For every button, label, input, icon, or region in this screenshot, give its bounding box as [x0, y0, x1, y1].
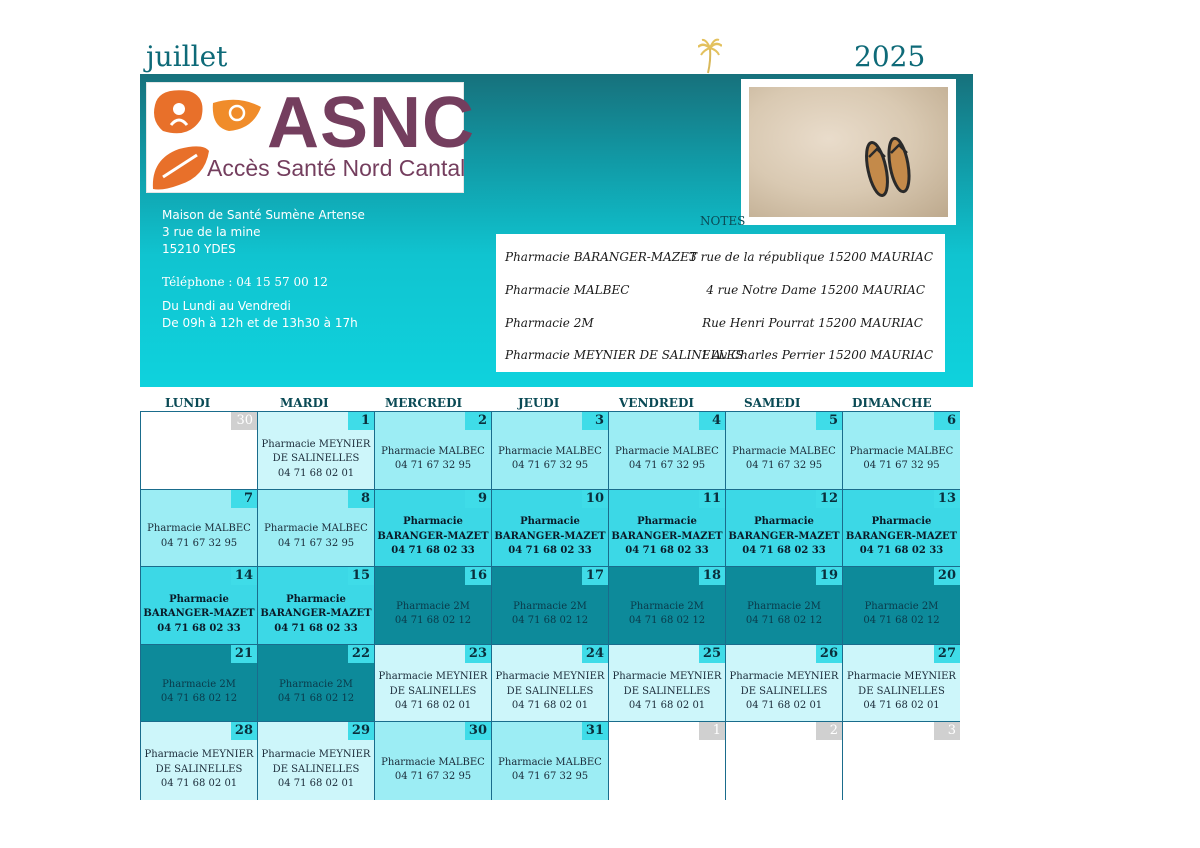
duty-pharmacy	[258, 508, 374, 567]
calendar-day-cell	[375, 567, 492, 645]
flip-flops-icon	[749, 87, 948, 217]
duty-pharmacy-line: DE SALINELLES	[740, 685, 828, 697]
day-number: 30	[231, 412, 257, 430]
day-number: 14	[231, 567, 257, 585]
note-pharmacy-address: 1 Av Charles Perrier 15200 MAURIAC	[700, 348, 933, 362]
duty-pharmacy	[609, 663, 725, 722]
day-number: 1	[699, 722, 725, 740]
duty-pharmacy-line: 04 71 68 02 33	[391, 545, 475, 557]
day-number: 22	[348, 645, 374, 663]
duty-pharmacy-line: Pharmacie	[871, 516, 932, 528]
calendar-day-cell	[258, 412, 375, 490]
asnc-logo	[146, 82, 476, 193]
duty-pharmacy-line: Pharmacie MEYNIER	[495, 671, 605, 683]
day-number: 24	[582, 645, 608, 663]
duty-pharmacy-line: Pharmacie	[520, 516, 580, 528]
day-number: 13	[934, 490, 960, 508]
duty-pharmacy-line: 04 71 68 02 01	[745, 700, 823, 712]
duty-pharmacy-line: BARANGER-MAZET	[377, 530, 489, 542]
duty-pharmacy-line: 04 71 68 02 12	[628, 615, 706, 627]
duty-pharmacy-line: BARANGER-MAZET	[728, 530, 840, 542]
duty-pharmacy-line: BARANGER-MAZET	[143, 608, 255, 620]
duty-pharmacy-line: 04 71 68 02 01	[160, 778, 238, 790]
calendar-day-cell	[843, 722, 960, 800]
day-number: 1	[348, 412, 374, 430]
duty-pharmacy-line: 04 71 68 02 01	[511, 700, 589, 712]
day-number: 30	[465, 722, 491, 740]
duty-pharmacy-line: Pharmacie	[754, 516, 814, 528]
calendar-day-cell	[609, 412, 726, 490]
duty-pharmacy-line: Pharmacie MEYNIER	[378, 671, 488, 683]
duty-pharmacy-line: 04 71 67 32 95	[511, 460, 589, 472]
calendar-day-cell	[492, 645, 609, 723]
duty-pharmacy-line: Pharmacie MALBEC	[264, 523, 368, 535]
beach-photo	[741, 79, 956, 225]
calendar-day-cell	[375, 412, 492, 490]
calendar-day-cell	[492, 722, 609, 800]
calendar-day-cell	[492, 490, 609, 568]
duty-pharmacy	[258, 740, 374, 800]
duty-pharmacy-line: 04 71 68 02 01	[628, 700, 706, 712]
duty-pharmacy-line: 04 71 68 02 33	[859, 545, 944, 557]
duty-pharmacy-line: Pharmacie MALBEC	[381, 445, 485, 457]
duty-pharmacy	[258, 430, 374, 489]
duty-pharmacy-line: Pharmacie MALBEC	[498, 445, 602, 457]
calendar-day-cell	[843, 645, 960, 723]
calendar-day-cell	[258, 645, 375, 723]
duty-pharmacy-line: 04 71 67 32 95	[628, 460, 706, 472]
duty-pharmacy	[726, 508, 842, 567]
duty-pharmacy-line: 04 71 68 02 12	[277, 693, 355, 705]
calendar-grid	[140, 411, 960, 800]
day-number: 8	[348, 490, 374, 508]
duty-pharmacy	[141, 663, 257, 722]
duty-pharmacy	[726, 585, 842, 644]
weekday-header: DIMANCHE	[852, 396, 932, 410]
duty-pharmacy-line: 04 71 67 32 95	[745, 460, 823, 472]
calendar-day-cell	[726, 567, 843, 645]
duty-pharmacy	[492, 740, 608, 800]
duty-pharmacy-line: 04 71 68 02 12	[863, 615, 940, 627]
calendar-day-cell	[843, 567, 960, 645]
duty-pharmacy	[375, 585, 491, 644]
calendar-day-cell	[375, 645, 492, 723]
duty-pharmacy-line: 04 71 67 32 95	[511, 771, 589, 783]
day-number: 28	[231, 722, 257, 740]
duty-pharmacy-line: BARANGER-MAZET	[611, 530, 723, 542]
day-number: 3	[582, 412, 608, 430]
duty-pharmacy-line: Pharmacie MALBEC	[147, 523, 251, 535]
duty-pharmacy	[141, 508, 257, 567]
duty-pharmacy	[843, 663, 960, 722]
duty-pharmacy-line: 04 71 68 02 33	[157, 622, 241, 634]
day-number: 6	[934, 412, 960, 430]
duty-pharmacy	[258, 585, 374, 644]
day-number: 31	[582, 722, 608, 740]
calendar-day-cell	[258, 490, 375, 568]
year-title: 2025	[854, 40, 926, 73]
note-pharmacy-name: Pharmacie 2M	[505, 316, 594, 330]
day-number: 18	[699, 567, 725, 585]
weekday-header: JEUDI	[518, 396, 560, 410]
duty-pharmacy-line: Pharmacie 2M	[747, 600, 821, 612]
day-number: 5	[816, 412, 842, 430]
notes-box	[496, 234, 945, 372]
calendar-day-cell	[843, 490, 960, 568]
hours-line-1: Du Lundi au Vendredi	[162, 299, 291, 313]
calendar-day-cell	[141, 490, 258, 568]
duty-pharmacy-line: Pharmacie MEYNIER	[144, 749, 254, 761]
calendar-day-cell	[726, 722, 843, 800]
duty-pharmacy	[492, 508, 608, 567]
note-item	[505, 250, 933, 264]
duty-pharmacy-line: Pharmacie MEYNIER	[612, 671, 722, 683]
phone-line: Téléphone : 04 15 57 00 12	[162, 275, 328, 289]
duty-pharmacy	[492, 430, 608, 489]
note-item	[505, 348, 933, 362]
notes-title: NOTES	[700, 214, 746, 228]
duty-pharmacy	[375, 740, 491, 800]
duty-pharmacy-line: 04 71 67 32 95	[863, 460, 940, 472]
day-number: 25	[699, 645, 725, 663]
duty-pharmacy-line: 04 71 68 02 33	[508, 545, 592, 557]
day-number: 23	[465, 645, 491, 663]
duty-pharmacy-line: 04 71 68 02 01	[394, 700, 472, 712]
duty-pharmacy-line: Pharmacie MALBEC	[732, 445, 836, 457]
duty-pharmacy	[726, 740, 842, 800]
duty-pharmacy	[492, 585, 608, 644]
calendar-day-cell	[609, 722, 726, 800]
duty-pharmacy-line: 04 71 68 02 33	[274, 622, 358, 634]
duty-pharmacy-line: 04 71 68 02 33	[742, 545, 826, 557]
duty-pharmacy-line: 04 71 68 02 12	[160, 693, 238, 705]
duty-pharmacy-line: BARANGER-MAZET	[494, 530, 606, 542]
weekday-header: SAMEDI	[744, 396, 801, 410]
day-number: 27	[934, 645, 960, 663]
duty-pharmacy-line: 04 71 68 02 12	[394, 615, 472, 627]
duty-pharmacy-line: Pharmacie	[286, 593, 346, 605]
day-number: 10	[582, 490, 608, 508]
duty-pharmacy	[258, 663, 374, 722]
duty-pharmacy	[726, 663, 842, 722]
day-number: 19	[816, 567, 842, 585]
day-number: 11	[699, 490, 725, 508]
duty-pharmacy-line: Pharmacie 2M	[630, 600, 704, 612]
duty-pharmacy-line: Pharmacie	[637, 516, 697, 528]
calendar-day-cell	[726, 645, 843, 723]
weekday-header: MARDI	[280, 396, 329, 410]
calendar-day-cell	[141, 412, 258, 490]
calendar-day-cell	[609, 567, 726, 645]
duty-pharmacy-line: Pharmacie 2M	[513, 600, 587, 612]
duty-pharmacy-line: BARANGER-MAZET	[260, 608, 372, 620]
duty-pharmacy	[609, 585, 725, 644]
day-number: 7	[231, 490, 257, 508]
duty-pharmacy-line: Pharmacie MEYNIER	[729, 671, 839, 683]
duty-pharmacy-line: Pharmacie MEYNIER	[847, 671, 956, 683]
day-number: 17	[582, 567, 608, 585]
duty-pharmacy	[141, 585, 257, 644]
address-line-2: 3 rue de la mine	[162, 225, 261, 239]
day-number: 15	[348, 567, 374, 585]
duty-pharmacy-line: 04 71 68 02 33	[625, 545, 709, 557]
duty-pharmacy-line: 04 71 67 32 95	[160, 537, 238, 549]
day-number: 9	[465, 490, 491, 508]
duty-pharmacy	[726, 430, 842, 489]
duty-pharmacy	[843, 740, 960, 800]
duty-pharmacy-line: DE SALINELLES	[389, 685, 477, 697]
duty-pharmacy-line: 04 71 68 02 12	[511, 615, 589, 627]
address-line-3: 15210 YDES	[162, 242, 236, 256]
logo-subtitle: Accès Santé Nord Cantal	[207, 155, 466, 181]
calendar-day-cell	[141, 645, 258, 723]
calendar-day-cell	[258, 567, 375, 645]
duty-pharmacy-line: Pharmacie MEYNIER	[261, 749, 371, 761]
duty-pharmacy-line: Pharmacie 2M	[396, 600, 470, 612]
day-number: 16	[465, 567, 491, 585]
note-pharmacy-name: Pharmacie MEYNIER DE SALINELLES	[505, 348, 744, 362]
duty-pharmacy-line: Pharmacie 2M	[162, 678, 236, 690]
duty-pharmacy-line: DE SALINELLES	[506, 685, 594, 697]
duty-pharmacy-line: BARANGER-MAZET	[845, 530, 958, 542]
duty-pharmacy	[375, 430, 491, 489]
calendar-day-cell	[492, 412, 609, 490]
note-pharmacy-name: Pharmacie BARANGER-MAZET	[505, 250, 697, 264]
duty-pharmacy	[492, 663, 608, 722]
duty-pharmacy-line: 04 71 67 32 95	[277, 537, 355, 549]
duty-pharmacy	[375, 663, 491, 722]
note-pharmacy-address: 3 rue de la république 15200 MAURIAC	[689, 250, 933, 264]
duty-pharmacy-line: 04 71 67 32 95	[394, 460, 472, 472]
day-number: 3	[934, 722, 960, 740]
duty-pharmacy	[843, 508, 960, 567]
month-title: juillet	[146, 40, 228, 73]
calendar-day-cell	[492, 567, 609, 645]
duty-pharmacy-line: Pharmacie MALBEC	[849, 445, 954, 457]
duty-pharmacy-line: DE SALINELLES	[155, 763, 243, 775]
duty-pharmacy-line: DE SALINELLES	[272, 453, 360, 465]
duty-pharmacy	[843, 585, 960, 644]
duty-pharmacy-line: Pharmacie MALBEC	[381, 756, 485, 768]
day-number: 21	[231, 645, 257, 663]
calendar-day-cell	[258, 722, 375, 800]
duty-pharmacy-line: DE SALINELLES	[272, 763, 360, 775]
note-pharmacy-name: Pharmacie MALBEC	[505, 283, 630, 297]
duty-pharmacy-line: 04 71 68 02 12	[745, 615, 823, 627]
calendar-day-cell	[843, 412, 960, 490]
duty-pharmacy	[375, 508, 491, 567]
duty-pharmacy-line: Pharmacie MALBEC	[498, 756, 602, 768]
calendar-day-cell	[726, 412, 843, 490]
day-number: 29	[348, 722, 374, 740]
duty-pharmacy	[141, 740, 257, 800]
duty-pharmacy-line: 04 71 68 02 01	[277, 778, 355, 790]
day-number: 20	[934, 567, 960, 585]
address-line-1: Maison de Santé Sumène Artense	[162, 208, 365, 222]
day-number: 12	[816, 490, 842, 508]
calendar-day-cell	[375, 722, 492, 800]
duty-pharmacy	[609, 430, 725, 489]
duty-pharmacy-line: 04 71 68 02 01	[863, 700, 940, 712]
day-number: 4	[699, 412, 725, 430]
duty-pharmacy	[609, 740, 725, 800]
duty-pharmacy	[141, 430, 257, 489]
duty-pharmacy-line: Pharmacie	[169, 593, 229, 605]
calendar-day-cell	[726, 490, 843, 568]
calendar-day-cell	[609, 490, 726, 568]
duty-pharmacy-line: DE SALINELLES	[858, 685, 945, 697]
duty-pharmacy-line: DE SALINELLES	[623, 685, 711, 697]
duty-pharmacy-line: Pharmacie MEYNIER	[261, 438, 371, 450]
logo-title: ASNC	[267, 83, 476, 163]
weekday-header: MERCREDI	[385, 396, 463, 410]
calendar-day-cell	[141, 567, 258, 645]
duty-pharmacy-line: Pharmacie 2M	[279, 678, 353, 690]
palm-tree-icon	[698, 38, 722, 74]
note-pharmacy-address: 4 rue Notre Dame 15200 MAURIAC	[706, 283, 925, 297]
calendar-day-cell	[609, 645, 726, 723]
note-pharmacy-address: Rue Henri Pourrat 15200 MAURIAC	[702, 316, 923, 330]
duty-pharmacy-line: 04 71 67 32 95	[394, 771, 472, 783]
day-number: 2	[465, 412, 491, 430]
duty-pharmacy-line: Pharmacie MALBEC	[615, 445, 719, 457]
duty-pharmacy-line: 04 71 68 02 01	[277, 467, 355, 479]
duty-pharmacy-line: Pharmacie	[403, 516, 463, 528]
hours-line-2: De 09h à 12h et de 13h30 à 17h	[162, 316, 358, 330]
day-number: 2	[816, 722, 842, 740]
note-item	[505, 316, 933, 330]
calendar-day-cell	[141, 722, 258, 800]
sand-image	[749, 87, 948, 217]
calendar-day-cell	[375, 490, 492, 568]
weekday-header: VENDREDI	[619, 396, 694, 410]
note-item	[505, 283, 933, 297]
weekday-header: LUNDI	[165, 396, 211, 410]
duty-pharmacy	[609, 508, 725, 567]
duty-pharmacy	[843, 430, 960, 489]
duty-pharmacy-line: Pharmacie 2M	[864, 600, 939, 612]
day-number: 26	[816, 645, 842, 663]
